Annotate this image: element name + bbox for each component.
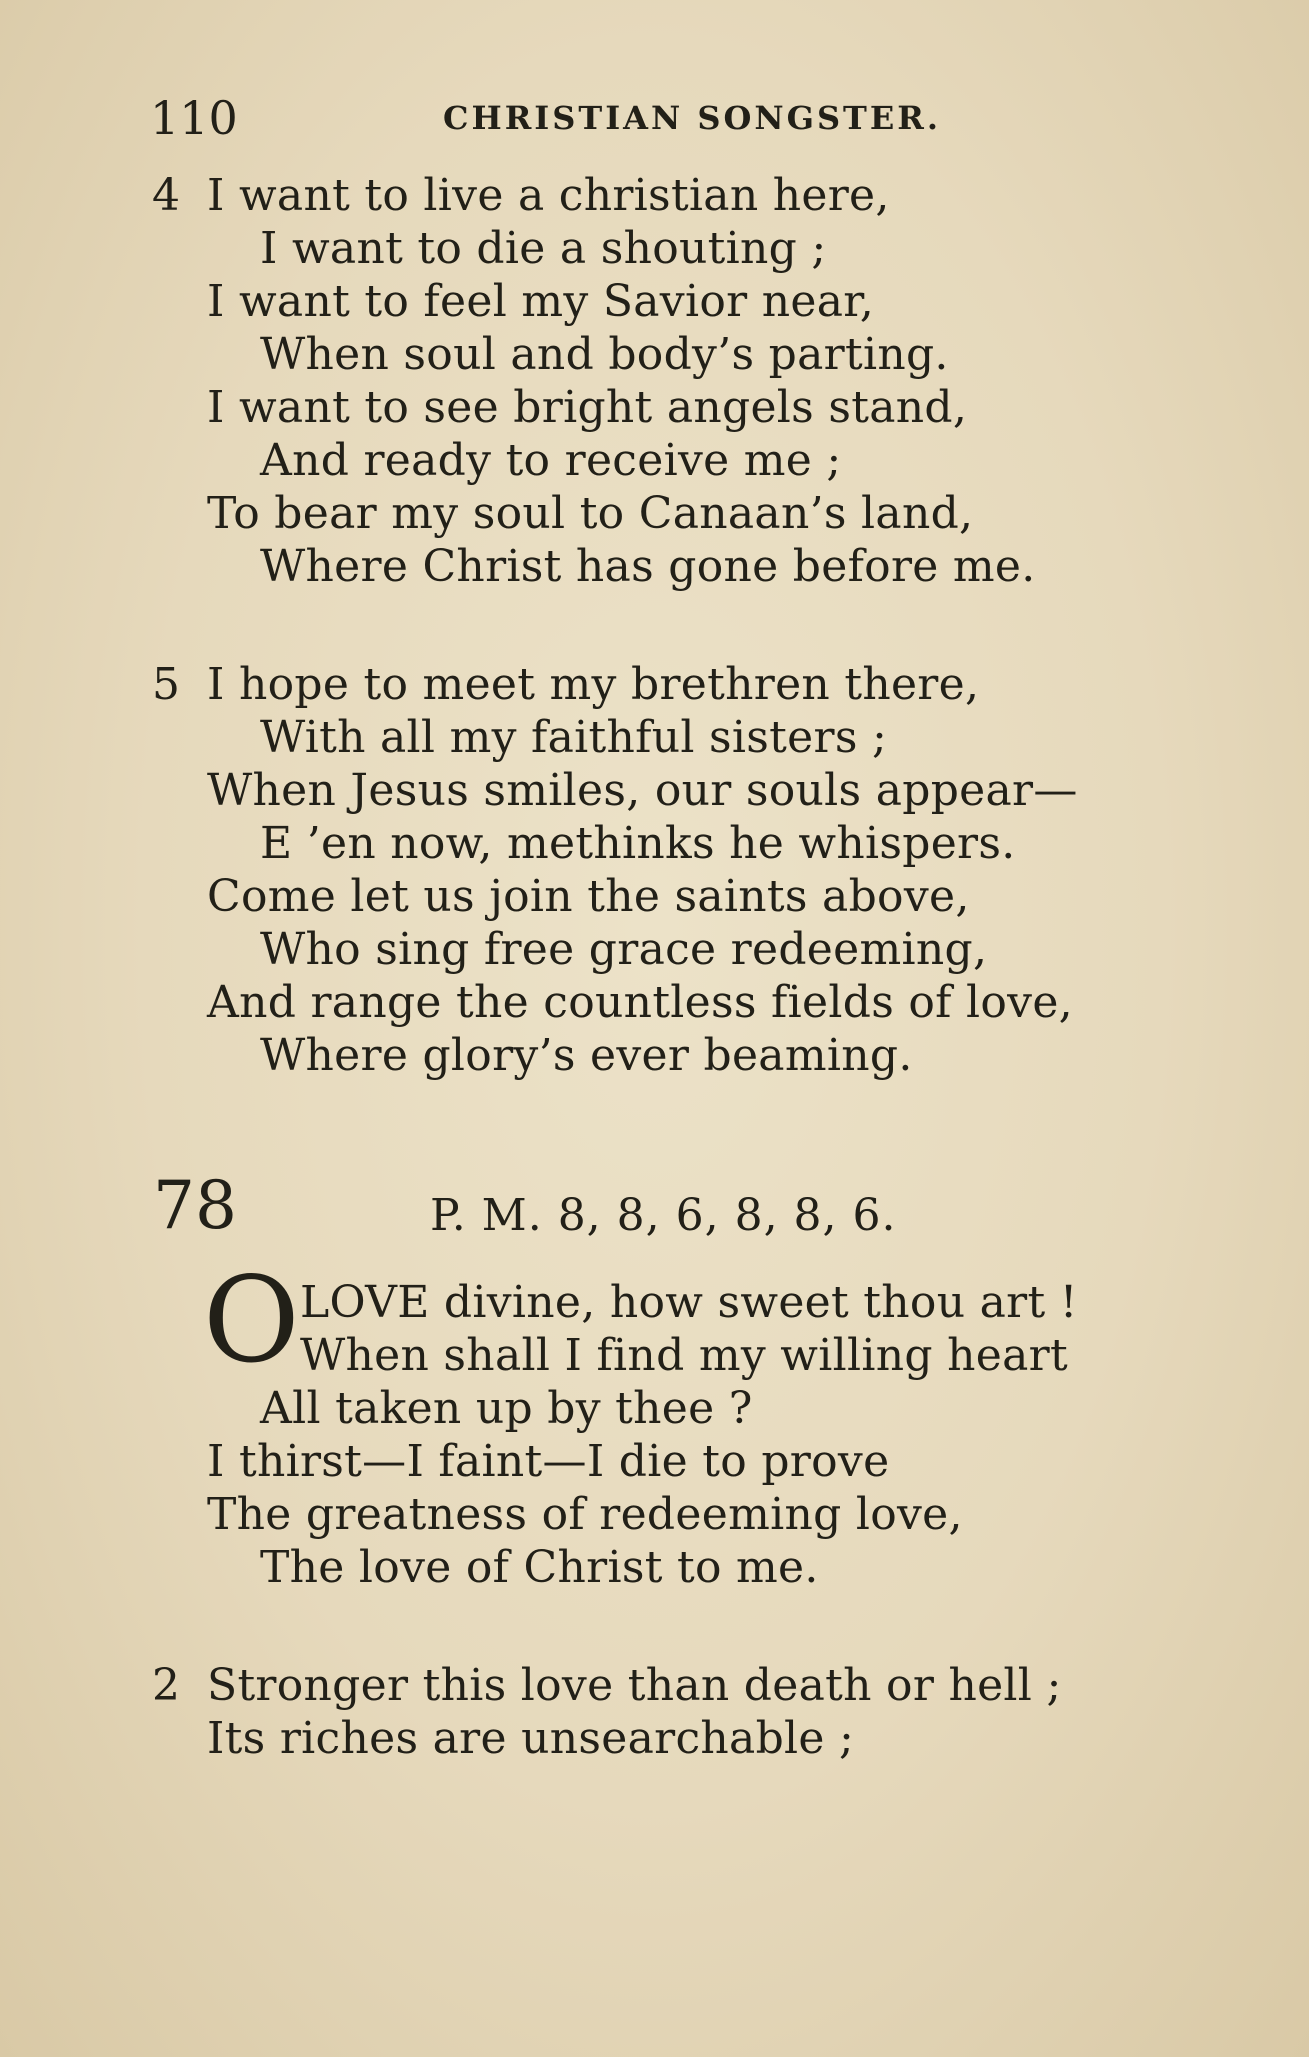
verse-line: Come let us join the saints above, — [207, 871, 970, 922]
verse-number: 5 — [152, 659, 180, 710]
verse-line: And range the countless fields of love, — [207, 977, 1073, 1028]
verse-line: With all my faithful sisters ; — [260, 712, 888, 763]
verse-line: I hope to meet my brethren there, — [207, 659, 980, 710]
hymn-line: The love of Christ to me. — [260, 1542, 819, 1593]
verse-line: To bear my soul to Canaan’s land, — [207, 488, 974, 539]
verse-line: E ’en now, methinks he whispers. — [260, 818, 1016, 869]
page-number: 110 — [150, 91, 238, 145]
hymn-line: Stronger this love than death or hell ; — [207, 1660, 1062, 1711]
verse-line: I want to die a shouting ; — [260, 223, 827, 274]
verse-line: Who sing free grace redeeming, — [260, 924, 988, 975]
hymn-line: All taken up by thee ? — [260, 1383, 753, 1434]
verse-line: Where Christ has gone before me. — [260, 541, 1036, 592]
hymn-line: The greatness of redeeming love, — [207, 1489, 963, 1540]
hymn-line: Its riches are unsearchable ; — [207, 1713, 855, 1764]
verse-line: And ready to receive me ; — [260, 435, 842, 486]
verse-line: I want to feel my Savior near, — [207, 276, 875, 327]
hymn-meter: P. M. 8, 8, 6, 8, 8, 6. — [430, 1190, 897, 1241]
verse-line: I want to see bright angels stand, — [207, 382, 968, 433]
verse-line: When soul and body’s parting. — [260, 329, 949, 380]
verse-line: Where glory’s ever beaming. — [260, 1030, 913, 1081]
verse-line: When Jesus smiles, our souls appear— — [207, 765, 1078, 816]
hymn-line: LOVE divine, how sweet thou art ! — [300, 1277, 1078, 1328]
verse-line: I want to live a christian here, — [207, 170, 890, 221]
verse-number: 2 — [152, 1660, 180, 1711]
drop-cap: O — [203, 1251, 300, 1389]
running-title: CHRISTIAN SONGSTER. — [443, 99, 941, 137]
hymn-number: 78 — [153, 1167, 237, 1244]
verse-number: 4 — [152, 170, 180, 221]
hymn-line: When shall I find my willing heart — [300, 1330, 1068, 1381]
hymn-line: I thirst—I faint—I die to prove — [207, 1436, 890, 1487]
